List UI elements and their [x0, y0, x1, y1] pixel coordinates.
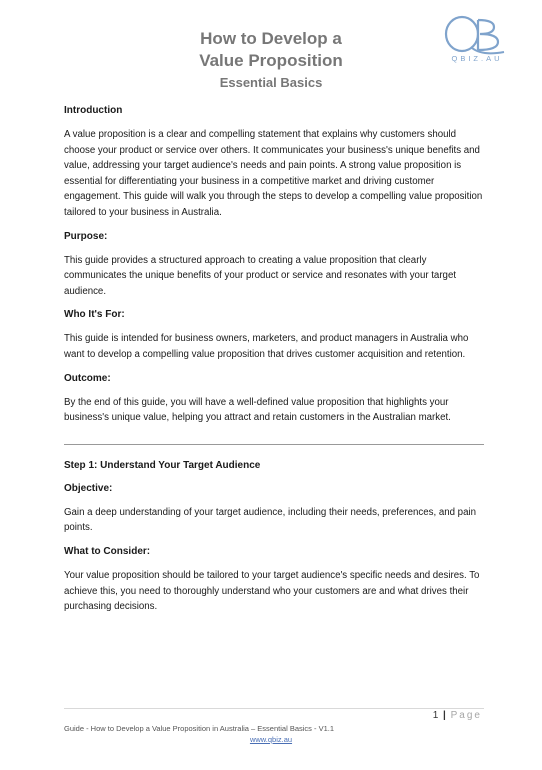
page-number [433, 710, 482, 721]
purpose-paragraph: This guide provides a structured approach to creating a value proposition that clearly communicates the unique benefits of your product or service and resonates with your target audience. [64, 254, 457, 297]
footer-doc-title: Guide - How to Develop a Value Proposition in Australia – Essential Basics - V1.1 [64, 724, 334, 733]
document-body [64, 104, 484, 624]
outcome-heading: Outcome: [64, 372, 111, 384]
logo-text: QBIZ.AU [451, 54, 503, 63]
intro-heading: Introduction [64, 105, 123, 116]
document-title [0, 28, 542, 93]
who-paragraph: This guide is intended for business owners, marketers, and product managers in Australia who want to develop a compelling value proposition that drives customer acquisition and retention. [64, 333, 469, 360]
page-label: Page [450, 710, 482, 721]
step1-heading: Step 1: Understand Your Target Audience [64, 459, 261, 471]
outcome-paragraph: By the end of this guide, you will have a well-defined value proposition that highlights your business's unique value, helping you attract and retain customers in the Australian market. [64, 396, 451, 424]
purpose-heading: Purpose: [64, 230, 108, 242]
objective-paragraph: Gain a deep understanding of your target audience, including their needs, preferences, and pain points. [64, 506, 477, 534]
who-heading: Who It's For: [64, 309, 125, 321]
page-number-value: 1 [432, 710, 439, 721]
footer-divider [64, 708, 484, 709]
consider-paragraph: Your value proposition should be tailored to your target audience's specific needs and desires. To achieve this, you need to thoroughly understand who your customers are and what drives their purchasing decisions. [64, 569, 480, 613]
intro-paragraph: A value proposition is a clear and compelling statement that explains why customers should choose your product or service over others. It communicates your business's unique benefits and value, addressing your target audience's needs and pain points. A strong value proposition is essential for differentiating your business in a competitive market and driving customer engagement. This guide will walk you through the steps to develop a compelling value proposition tailored to your business in Australia. [64, 129, 483, 218]
consider-heading: What to Consider: [64, 545, 151, 557]
footer-website-link[interactable]: www.qbiz.au [249, 735, 293, 744]
page-number-separator: | [443, 710, 446, 721]
title-line-1: How to Develop a [200, 29, 342, 48]
objective-heading: Objective: [64, 482, 113, 494]
title-line-2: Value Proposition [199, 51, 343, 70]
document-subtitle: Essential Basics [219, 75, 323, 90]
section-divider [64, 444, 484, 445]
